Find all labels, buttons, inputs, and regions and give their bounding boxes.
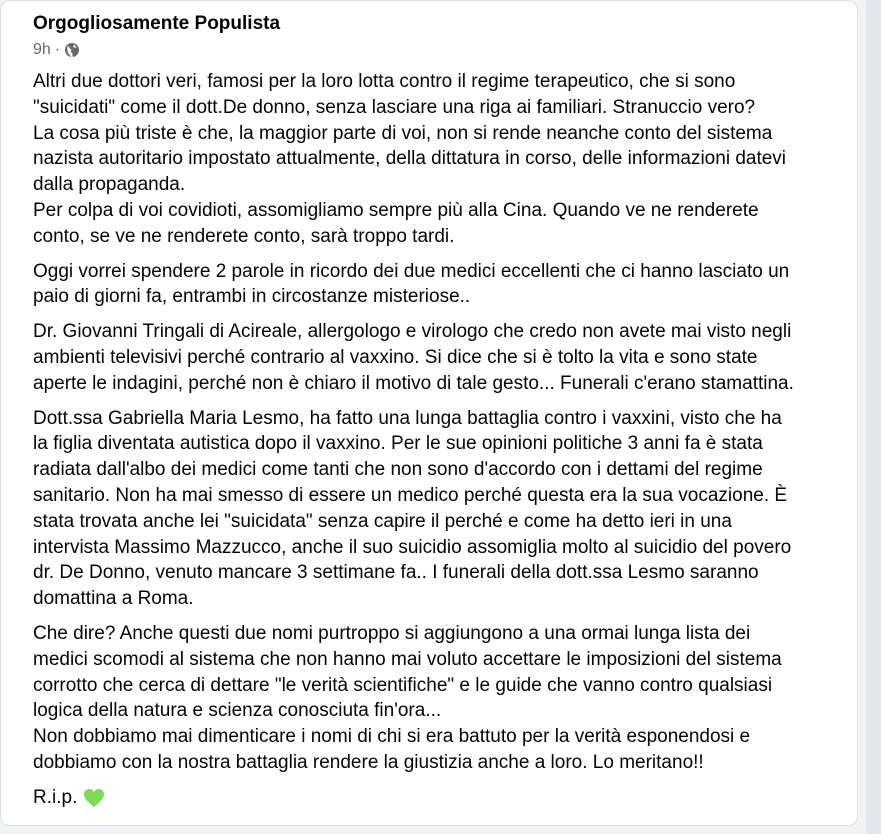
green-heart-icon — [83, 788, 105, 808]
text-line: stata trovata anche lei "suicidata" senza capire il perché e come ha detto ieri in una — [33, 510, 732, 532]
post-paragraph — [33, 69, 845, 250]
text-line: Dr. Giovanni Tringali di Acireale, allergologo e virologo che credo non avete mai visto negli — [33, 321, 792, 343]
text-line: dalla propaganda. — [33, 174, 186, 196]
text-line: conto, se ve ne renderete conto, sarà troppo tardi. — [33, 225, 455, 247]
text-line: Che dire? Anche questi due nomi purtroppo si aggiungono a una ormai lunga lista dei — [33, 622, 751, 644]
text-line: Oggi vorrei spendere 2 parole in ricordo dei due medici eccellenti che ci hanno lasciato un — [33, 260, 790, 282]
post-paragraph — [33, 319, 845, 396]
author-name[interactable]: Orgogliosamente Populista — [33, 13, 281, 34]
text-line: Non dobbiamo mai dimenticare i nomi di chi si era battuto per la verità esponendosi e — [33, 726, 751, 748]
text-line: Altri due dottori veri, famosi per la loro lotta contro il regime terapeutico, che si sono — [33, 71, 736, 92]
closing-line — [33, 785, 845, 811]
text-line: sanitario. Non ha mai smesso di essere un medico perché questa era la sua vocazione. È — [33, 484, 788, 506]
text-line: paio di giorni fa, entrambi in circostanze misteriose.. — [33, 286, 471, 308]
post-meta — [33, 39, 280, 61]
text-line: la figlia diventata autistica dopo il vaxxino. Per le sue opinioni politiche 3 anni fa è stata — [33, 433, 763, 455]
meta-separator: · — [54, 41, 61, 58]
text-line: aperte le indagini, perché non è chiaro il motivo di tale gesto... Funerali c'erano stamattina. — [33, 372, 794, 394]
post-paragraph — [33, 621, 845, 776]
text-line: medici scomodi al sistema che non hanno mai voluto accettare le imposizioni del sistema — [33, 648, 782, 670]
text-line: "suicidati" come il dott.De donno, senza lasciare una riga ai familiari. Stranuccio vero? — [33, 96, 756, 118]
text-line: dr. De Donno, venuto mancare 3 settimane fa.. I funerali della dott.ssa Lesmo saranno — [33, 562, 759, 584]
text-line: intervista Massimo Mazzucco, anche il suo suicidio assomiglia molto al suicidio del povero — [33, 536, 792, 558]
text-line: corrotto che cerca di dettare "le verità scientifiche" e le guide che vanno contro qualsiasi — [33, 674, 773, 696]
post-header — [33, 11, 280, 61]
text-line: nazista autoritario impostato attualmente, della dittatura in corso, delle informazioni datevi — [33, 148, 787, 170]
globe-icon[interactable] — [64, 42, 80, 58]
text-line: dobbiamo con la nostra battaglia rendere la giustizia anche a loro. Lo meritano!! — [33, 751, 704, 773]
text-line: radiata dall'albo dei medici come tanti che non sono d'accordo con i dettami del regime — [33, 459, 763, 481]
text-line: domattina a Roma. — [33, 588, 194, 610]
text-line: Per colpa di voi covidioti, assomigliamo sempre più alla Cina. Quando ve ne renderete — [33, 199, 759, 221]
post-paragraph — [33, 259, 845, 311]
closing-text: R.i.p. — [33, 786, 78, 808]
post-paragraph — [33, 406, 845, 612]
post-body — [33, 69, 845, 820]
text-line: ambienti televisivi perché contrario al vaxxino. Si dice che si è tolto la vita e sono state — [33, 346, 758, 368]
text-line: Dott.ssa Gabriella Maria Lesmo, ha fatto una lunga battaglia contro i vaxxini, visto che ha — [33, 407, 782, 429]
scrollbar-track[interactable] — [866, 0, 881, 834]
post-timestamp[interactable]: 9h — [33, 41, 51, 58]
text-line: logica della natura e scienza conosciuta fin'ora... — [33, 700, 442, 722]
text-line: La cosa più triste è che, la maggior parte di voi, non si rende neanche conto del sistema — [33, 122, 773, 144]
